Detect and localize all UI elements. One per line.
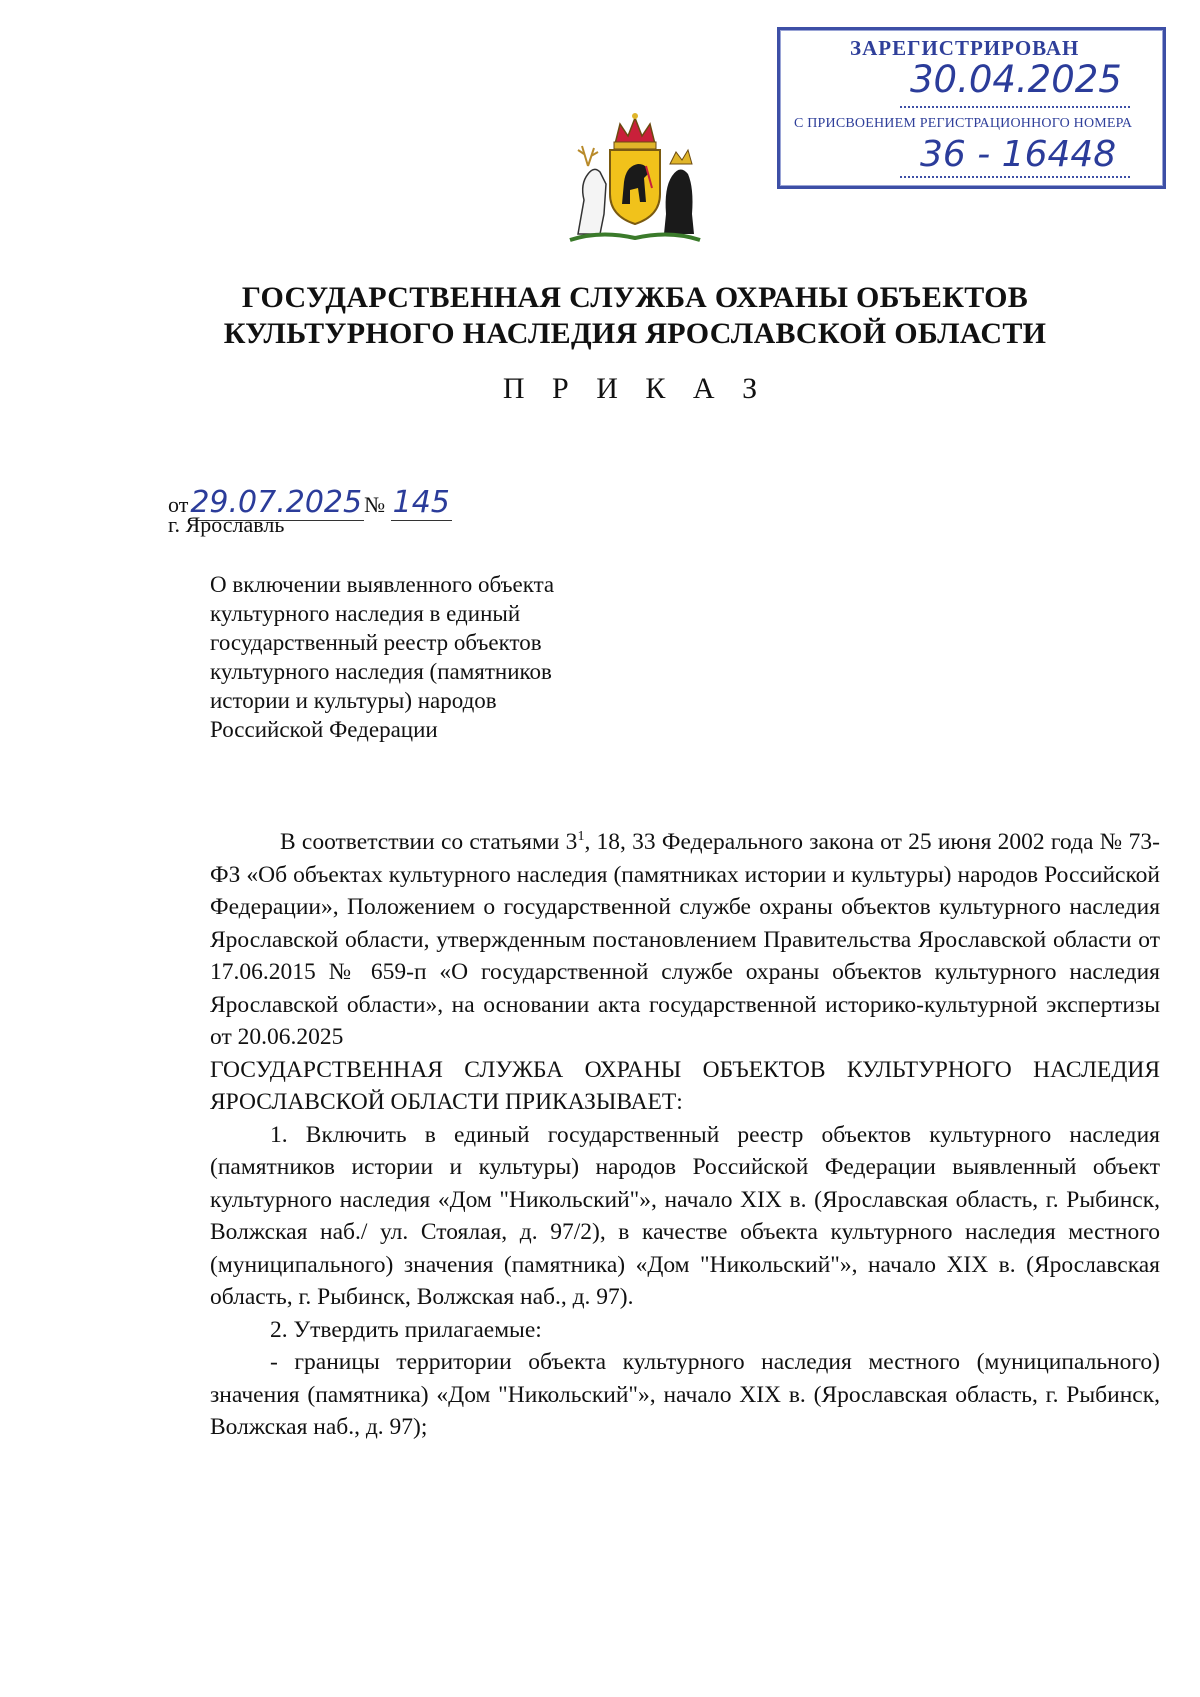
from-label: от [168,492,189,517]
order-date: 29.07.2025 [190,485,363,520]
city: г. Ярославль [168,512,285,537]
organization-title-line1: ГОСУДАРСТВЕННАЯ СЛУЖБА ОХРАНЫ ОБЪЕКТОВ [241,281,1029,314]
item-2: 2. Утвердить прилагаемые: [270,1316,542,1343]
order-subject [210,570,670,744]
order-number: 145 [392,485,450,520]
subject-line: О включении выявленного объекта [210,572,555,597]
item-1: 1. Включить в единый государственный реестр объектов культурного наследия (памятников истории и культуры) народов Российской Федерации выявленный объект культурного наследия «Дом "Никольский"», начало XIX в. (Ярославская область, г. Рыбинск, Волжская наб./ ул. Стоялая, д. 97/2), в качестве объекта культурного наследия местного (муниципального) значения (памятника) «Дом "Никольский"», начало XIX в. (Ярославская область, г. Рыбинск, Волжская наб., д. 97). [210,1121,1160,1310]
stamp-date: 30.04.2025 [910,58,1122,101]
yaroslavl-coat-of-arms-icon [560,104,710,254]
subject-line: государственный реестр объектов [210,630,542,655]
stamp-date-line [900,106,1130,108]
registration-stamp [777,27,1166,189]
item-2-subitem: - границы территории объекта культурного наследия местного (муниципального) значения (памятника) «Дом "Никольский"», начало XIX в. (Ярославская область, г. Рыбинск, Волжская наб., д. 97); [210,1349,1160,1440]
orders-paragraph: ГОСУДАРСТВЕННАЯ СЛУЖБА ОХРАНЫ ОБЪЕКТОВ КУЛЬТУРНОГО НАСЛЕДИЯ ЯРОСЛАВСКОЙ ОБЛАСТИ ПРИКАЗЫВАЕТ: [210,1056,1160,1115]
document-type: П Р И К А З [502,372,768,405]
stamp-title: ЗАРЕГИСТРИРОВАН [850,36,1080,60]
preamble-rest: , 18, 33 Федерального закона от 25 июня 2002 года № 73-ФЗ «Об объектах культурного наследия (памятниках истории и культуры) народов Российской Федерации», Положением о государственной службе охраны объектов культурного наследия Ярославской области, утвержденным постановлением Правительства Ярославской области от 17.06.2015 № 659-п «О государственной службе охраны объектов культурного наследия Ярославской области», на основании акта государственной историко-культурной экспертизы от 20.06.2025 [210,829,1160,1050]
stamp-number: 36 - 16448 [920,134,1117,175]
subject-line: культурного наследия в единый [210,601,521,626]
preamble-paragraph [210,826,1160,1054]
number-label: № [364,492,386,517]
subject-line: культурного наследия (памятников [210,659,552,684]
organization-title-line2: КУЛЬТУРНОГО НАСЛЕДИЯ ЯРОСЛАВСКОЙ ОБЛАСТИ [223,317,1047,350]
article-superscript: 1 [577,829,585,845]
subject-line: Российской Федерации [210,717,438,742]
organization-title [0,280,1200,352]
preamble-start: В соответствии со статьями 3 [280,829,578,855]
stamp-number-line [900,176,1130,178]
subject-line: истории и культуры) народов [210,688,497,713]
stamp-subtitle: С ПРИСВОЕНИЕМ РЕГИСТРАЦИОННОГО НОМЕРА [794,116,1133,131]
order-body [210,826,1160,1444]
